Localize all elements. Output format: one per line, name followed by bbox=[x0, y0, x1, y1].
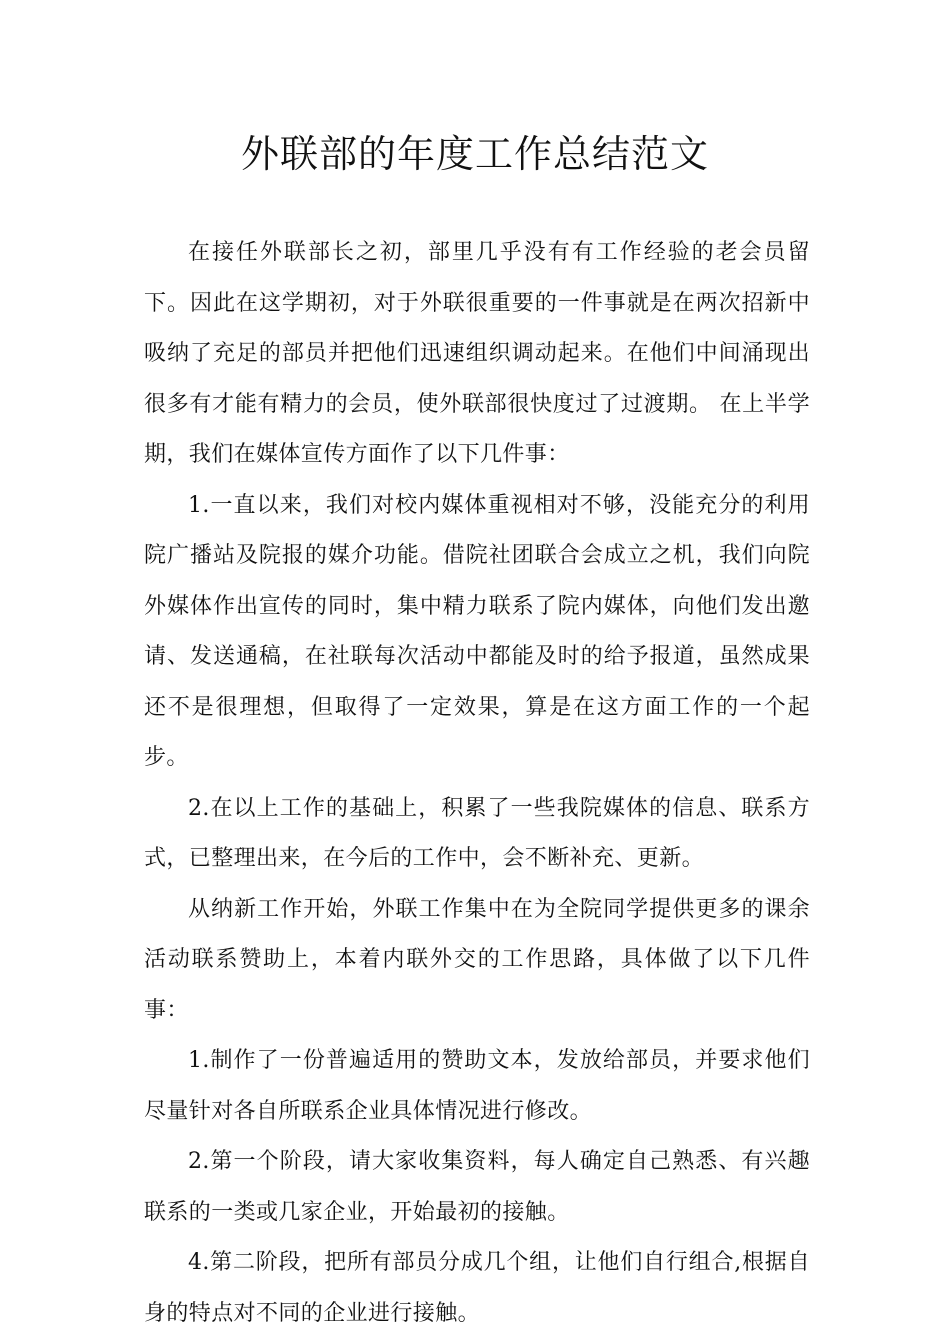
paragraph-media-item-1: 1.一直以来，我们对校内媒体重视相对不够，没能充分的利用院广播站及院报的媒介功能。借院社团联合会成立之机，我们向院外媒体作出宣传的同时，集中精力联系了院内媒体，向他们发出邀请、发送通稿，在社联每次活动中都能及时的给予报道，虽然成果还不是很理想，但取得了一定效果，算是在这方面工作的一个起步。 bbox=[144, 492, 810, 770]
document-title: 外联部的年度工作总结范文 bbox=[240, 132, 709, 176]
document-body bbox=[144, 228, 810, 1339]
paragraph-media-item-2: 2.在以上工作的基础上，积累了一些我院媒体的信息、联系方式，已整理出来，在今后的工作中，会不断补充、更新。 bbox=[144, 795, 810, 871]
paragraph-sponsorship-item-2: 2.第一个阶段，请大家收集资料，每人确定自己熟悉、有兴趣联系的一类或几家企业，开始最初的接触。 bbox=[144, 1149, 810, 1225]
paragraph-sponsorship-intro: 从纳新工作开始，外联工作集中在为全院同学提供更多的课余活动联系赞助上，本着内联外交的工作思路，具体做了以下几件事： bbox=[144, 896, 810, 1023]
paragraph-sponsorship-item-4: 4.第二阶段，把所有部员分成几个组，让他们自行组合,根据自身的特点对不同的企业进行接触。 bbox=[144, 1250, 810, 1326]
paragraph-sponsorship-item-1: 1.制作了一份普遍适用的赞助文本，发放给部员，并要求他们尽量针对各自所联系企业具体情况进行修改。 bbox=[144, 1048, 810, 1124]
paragraph-intro: 在接任外联部长之初，部里几乎没有有工作经验的老会员留下。因此在这学期初，对于外联很重要的一件事就是在两次招新中吸纳了充足的部员并把他们迅速组织调动起来。在他们中间涌现出很多有才能有精力的会员，使外联部很快度过了过渡期。 在上半学期，我们在媒体宣传方面作了以下几件事： bbox=[144, 240, 810, 467]
